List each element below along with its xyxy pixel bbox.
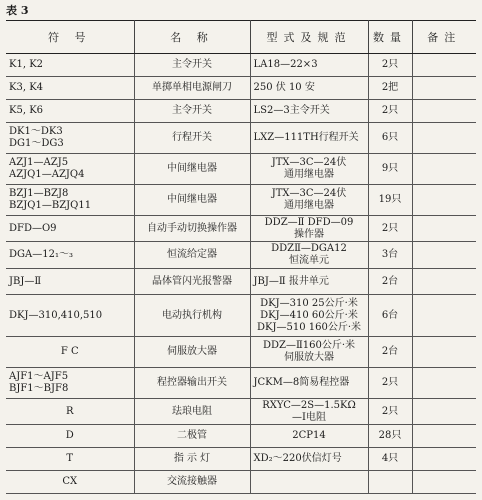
name-cell: 伺服放大器 (134, 336, 250, 367)
table-row (6, 76, 476, 99)
symbol-cell (6, 399, 134, 425)
model-cell (250, 269, 368, 295)
name-cell: 恒流给定器 (134, 242, 250, 269)
qty-cell: 2台 (368, 336, 412, 367)
note-cell (412, 242, 476, 269)
model-cell-line: 伺服放大器 (284, 351, 334, 363)
name-cell: 程控器输出开关 (134, 368, 250, 399)
table-row (6, 336, 476, 367)
header-model: 型式及规范 (250, 21, 368, 54)
name-cell: 交流接触器 (134, 471, 250, 494)
symbol-cell-line: CX (62, 476, 78, 487)
note-cell (412, 99, 476, 122)
note-cell (412, 448, 476, 471)
symbol-cell (6, 425, 134, 448)
symbol-cell-line: DG1～DG3 (9, 137, 64, 149)
symbol-cell-line: AZJQ1—AZJQ4 (9, 168, 85, 180)
table-row (6, 153, 476, 184)
symbol-cell-line: AJF1～AJF5 (9, 371, 69, 383)
table-row (6, 471, 476, 494)
name-cell: 行程开关 (134, 122, 250, 153)
symbol-cell (6, 54, 134, 77)
note-cell (412, 471, 476, 494)
symbol-cell-line: D (65, 430, 74, 442)
symbol-cell-line: BZJ1—BZJ8 (9, 188, 69, 200)
qty-cell: 9只 (368, 153, 412, 184)
model-cell-line: LXZ—111TH行程开关 (253, 131, 359, 143)
symbol-cell-line: JBJ—Ⅱ (9, 275, 42, 287)
name-cell: 指 示 灯 (134, 448, 250, 471)
model-cell (250, 216, 368, 242)
note-cell (412, 336, 476, 367)
symbol-cell-line: K5, K6 (9, 104, 44, 116)
name-cell: 主令开关 (134, 54, 250, 77)
model-cell-line: 通用继电器 (284, 168, 334, 180)
model-cell-line: DDZⅡ—DGA12 (271, 243, 347, 255)
model-cell-line: DDZ—Ⅱ DFD—09 (264, 216, 354, 228)
name-cell: 自动手动切换操作器 (134, 216, 250, 242)
qty-cell: 2只 (368, 399, 412, 425)
model-cell-line: 恒流单元 (289, 255, 329, 267)
symbol-cell (6, 471, 134, 494)
table-row (6, 399, 476, 425)
note-cell (412, 295, 476, 337)
qty-cell (368, 471, 412, 494)
symbol-cell-line: F C (60, 345, 79, 357)
model-cell-line: DKJ—510 160公斤·米 (256, 321, 362, 333)
model-cell (250, 336, 368, 367)
symbol-cell (6, 295, 134, 337)
qty-cell: 4只 (368, 448, 412, 471)
model-cell-line: RXYC—2S—1.5KΩ (262, 399, 356, 411)
table-row (6, 368, 476, 399)
model-cell-line: JTX—3C—24伏 (271, 188, 347, 200)
name-cell: 单掷单相电源闸刀 (134, 76, 250, 99)
model-cell (250, 54, 368, 77)
symbol-cell (6, 216, 134, 242)
table-header-row (6, 21, 476, 54)
symbol-cell (6, 242, 134, 269)
symbol-cell (6, 153, 134, 184)
symbol-cell (6, 99, 134, 122)
symbol-cell-line: DGA—12₁～₃ (9, 249, 73, 261)
model-cell-line: 通用继电器 (284, 200, 334, 212)
symbol-cell (6, 336, 134, 367)
model-cell (250, 153, 368, 184)
header-symbol: 符 号 (6, 21, 134, 54)
note-cell (412, 54, 476, 77)
symbol-cell-line: BJF1～BJF8 (9, 383, 69, 395)
note-cell (412, 216, 476, 242)
symbol-cell-line: DFD—O9 (9, 222, 57, 234)
symbol-cell (6, 122, 134, 153)
model-cell-line: XD₂～220伏信灯号 (253, 453, 342, 465)
model-cell-line: JCKM—8简易程控器 (253, 377, 350, 389)
model-cell-line: JBJ—Ⅱ 报井单元 (253, 275, 329, 287)
qty-cell: 3台 (368, 242, 412, 269)
qty-cell: 6台 (368, 295, 412, 337)
model-cell (250, 425, 368, 448)
qty-cell: 2台 (368, 269, 412, 295)
model-cell-line: —Ⅰ电阻 (292, 411, 326, 423)
model-cell-line: 操作器 (294, 228, 324, 240)
name-cell: 晶体管闪光报警器 (134, 269, 250, 295)
symbol-cell (6, 185, 134, 216)
name-cell: 电动执行机构 (134, 295, 250, 337)
model-cell-line: DKJ—310 25公斤·米 (260, 297, 358, 309)
table-row (6, 425, 476, 448)
header-name: 名 称 (134, 21, 250, 54)
symbol-cell (6, 269, 134, 295)
symbol-cell-line: K1, K2 (9, 58, 44, 70)
note-cell (412, 425, 476, 448)
qty-cell: 6只 (368, 122, 412, 153)
table-row (6, 216, 476, 242)
model-cell-line: LA18—22×3 (253, 58, 318, 70)
note-cell (412, 122, 476, 153)
note-cell (412, 269, 476, 295)
qty-cell: 2只 (368, 54, 412, 77)
model-cell (250, 185, 368, 216)
symbol-cell-line: BZJQ1—BZJQ11 (9, 200, 92, 212)
name-cell: 主令开关 (134, 99, 250, 122)
symbol-cell-line: DK1～DK3 (9, 125, 63, 137)
table-row (6, 54, 476, 77)
name-cell: 二极管 (134, 425, 250, 448)
symbol-cell (6, 448, 134, 471)
model-cell-line: 2CP14 (292, 430, 326, 442)
table-row (6, 269, 476, 295)
model-cell-line: DDZ—Ⅱ160公斤·米 (262, 339, 356, 351)
table-row (6, 448, 476, 471)
model-cell (250, 295, 368, 337)
model-cell-line: JTX—3C—24伏 (271, 156, 347, 168)
model-cell-line: 250 伏 10 安 (253, 81, 315, 93)
model-cell (250, 399, 368, 425)
model-cell (250, 99, 368, 122)
model-cell (250, 122, 368, 153)
symbol-cell-line: AZJ1—AZJ5 (9, 156, 69, 168)
qty-cell: 28只 (368, 425, 412, 448)
table-caption: 表 3 (6, 4, 29, 17)
name-cell: 中间继电器 (134, 153, 250, 184)
symbol-cell-line: R (65, 405, 74, 417)
model-cell (250, 76, 368, 99)
model-cell (250, 448, 368, 471)
symbol-cell (6, 76, 134, 99)
table-row (6, 122, 476, 153)
note-cell (412, 185, 476, 216)
header-note: 备注 (412, 21, 476, 54)
symbol-cell (6, 368, 134, 399)
note-cell (412, 153, 476, 184)
qty-cell: 2只 (368, 368, 412, 399)
model-cell (250, 471, 368, 494)
header-qty: 数量 (368, 21, 412, 54)
name-cell: 珐琅电阻 (134, 399, 250, 425)
note-cell (412, 76, 476, 99)
note-cell (412, 368, 476, 399)
qty-cell: 2把 (368, 76, 412, 99)
symbol-cell-line: K3, K4 (9, 81, 44, 93)
model-cell (250, 368, 368, 399)
model-cell-line: LS2—3主令开关 (253, 104, 330, 116)
equipment-table (6, 20, 476, 494)
table-row (6, 242, 476, 269)
table-row (6, 295, 476, 337)
symbol-cell-line: T (66, 453, 74, 465)
model-cell-line: DKJ—410 60公斤·米 (260, 309, 358, 321)
model-cell (250, 242, 368, 269)
symbol-cell-line: DKJ—310,410,510 (9, 309, 103, 321)
qty-cell: 2只 (368, 216, 412, 242)
name-cell: 中间继电器 (134, 185, 250, 216)
qty-cell: 19只 (368, 185, 412, 216)
qty-cell: 2只 (368, 99, 412, 122)
table-row (6, 99, 476, 122)
note-cell (412, 399, 476, 425)
table-row (6, 185, 476, 216)
